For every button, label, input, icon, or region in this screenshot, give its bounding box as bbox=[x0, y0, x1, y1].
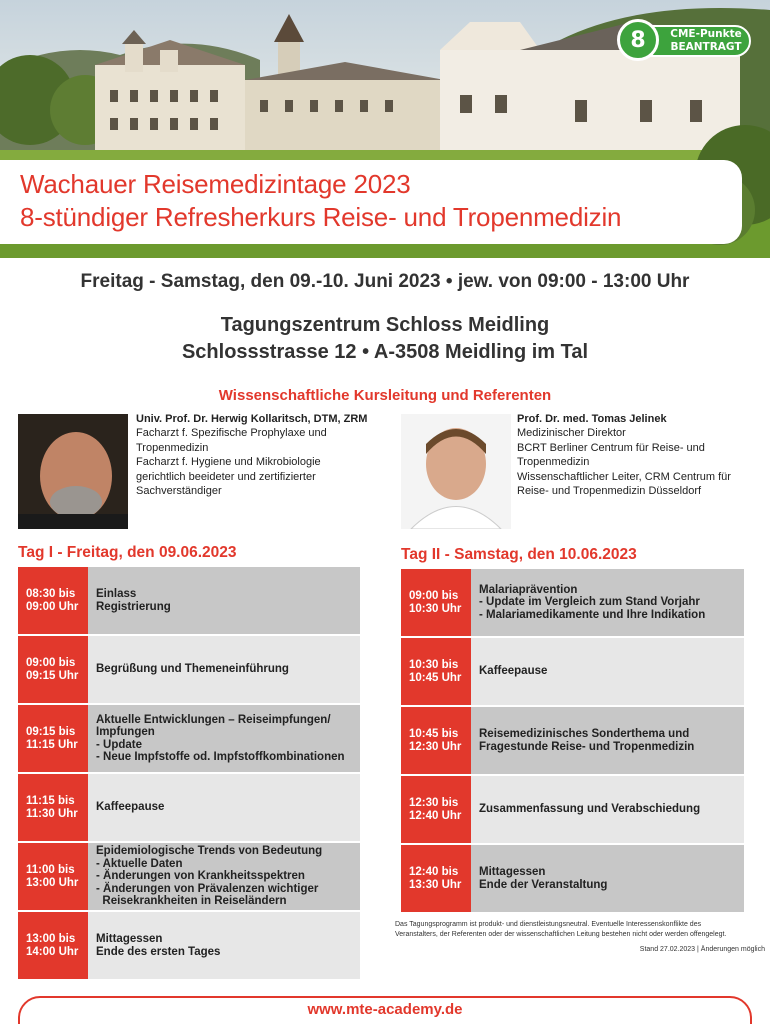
time-start: 09:00 bis bbox=[26, 656, 76, 669]
day2-title: Tag II - Samstag, den 10.06.2023 bbox=[401, 546, 637, 563]
day2-schedule bbox=[401, 569, 744, 912]
topic-line: Aktuelle Entwicklungen – Reiseimpfungen/ bbox=[96, 713, 331, 726]
topic-line: - Update bbox=[96, 738, 142, 751]
topic-line: Einlass bbox=[96, 588, 137, 600]
topic-line: Ende des ersten Tages bbox=[96, 945, 221, 958]
title-box bbox=[0, 160, 742, 244]
time-end: 09:15 Uhr bbox=[26, 669, 79, 682]
time-end: 09:00 Uhr bbox=[26, 600, 79, 613]
table-row bbox=[18, 705, 360, 772]
time-cell bbox=[18, 912, 88, 979]
time-cell bbox=[401, 707, 471, 774]
topic-line: - Update im Vergleich zum Stand Vorjahr bbox=[479, 596, 700, 609]
topic-cell bbox=[471, 707, 744, 774]
cme-points: 8 bbox=[617, 19, 659, 61]
time-end: 14:00 Uhr bbox=[26, 945, 79, 958]
topic-line: - Aktuelle Daten bbox=[96, 857, 183, 870]
topic-line: - Änderungen von Krankheitsspektren bbox=[96, 870, 305, 883]
topic-line: Impfungen bbox=[96, 726, 155, 738]
speaker-2-line: Tropenmedizin bbox=[517, 456, 590, 469]
cme-line-1: CME-Punkte bbox=[670, 28, 742, 40]
title-line-2: 8-stündiger Refresherkurs Reise- und Tropenmedizin bbox=[20, 202, 622, 232]
footer-url-link[interactable]: www.mte-academy.de bbox=[307, 1001, 463, 1018]
speaker-1-line: Tropenmedizin bbox=[136, 441, 209, 454]
topic-line: - Änderungen von Prävalenzen wichtiger bbox=[96, 882, 319, 895]
time-start: 09:15 bis bbox=[26, 725, 76, 738]
time-start: 09:00 bis bbox=[409, 589, 459, 602]
speaker-1-line: Sachverständiger bbox=[136, 485, 222, 498]
footer bbox=[18, 996, 752, 1024]
topic-line: Registrierung bbox=[96, 600, 171, 613]
speaker-name-1: Univ. Prof. Dr. Herwig Kollaritsch, DTM, ZRM bbox=[136, 413, 368, 425]
table-row bbox=[401, 638, 744, 705]
topic-cell bbox=[88, 636, 360, 703]
topic-cell bbox=[471, 776, 744, 843]
cme-label bbox=[663, 28, 749, 54]
time-start: 10:30 bis bbox=[409, 658, 459, 671]
topic-line: Ende der Veranstaltung bbox=[479, 878, 608, 891]
topic-line: Reisekrankheiten in Reiseländern bbox=[96, 895, 287, 908]
time-end: 11:15 Uhr bbox=[26, 738, 78, 751]
table-row bbox=[18, 774, 360, 841]
topic-line: - Neue Impfstoffe od. Impfstoffkombinationen bbox=[96, 751, 345, 763]
table-row bbox=[18, 843, 360, 910]
cme-line-2: BEANTRAGT bbox=[670, 41, 742, 53]
time-end: 10:30 Uhr bbox=[409, 602, 462, 615]
cme-badge bbox=[617, 19, 753, 61]
time-cell bbox=[18, 636, 88, 703]
table-row bbox=[401, 707, 744, 774]
stand-note: Stand 27.02.2023 | Änderungen möglich bbox=[639, 946, 765, 953]
table-row bbox=[18, 912, 360, 979]
table-row bbox=[401, 845, 744, 912]
topic-line: Epidemiologische Trends von Bedeutung bbox=[96, 845, 323, 858]
lead-heading: Wissenschaftliche Kursleitung und Referenten bbox=[218, 387, 552, 404]
venue-name: Tagungszentrum Schloss Meidling bbox=[220, 314, 550, 336]
topic-line: - Malariamedikamente und Ihre Indikation bbox=[479, 608, 706, 621]
speaker-1-line: gerichtlich beeideter und zertifizierter bbox=[136, 470, 316, 483]
speaker-bio-2 bbox=[517, 412, 767, 498]
time-cell bbox=[18, 567, 88, 634]
topic-cell bbox=[471, 638, 744, 705]
day1-title: Tag I - Freitag, den 09.06.2023 bbox=[18, 544, 237, 561]
time-cell bbox=[18, 774, 88, 841]
time-end: 12:40 Uhr bbox=[409, 809, 462, 822]
topic-line: Kaffeepause bbox=[96, 801, 165, 814]
topic-line: Malariaprävention bbox=[479, 583, 578, 596]
time-cell bbox=[18, 843, 88, 910]
time-cell bbox=[18, 705, 88, 772]
time-start: 08:30 bis bbox=[26, 587, 76, 600]
venue-address: Schlossstrasse 12 • A-3508 Meidling im Tal bbox=[181, 341, 589, 363]
time-start: 11:00 bis bbox=[26, 863, 75, 876]
topic-cell bbox=[88, 705, 360, 772]
date-line: Freitag - Samstag, den 09.-10. Juni 2023 • jew. von 09:00 - 13:00 Uhr bbox=[80, 271, 690, 292]
topic-cell bbox=[88, 567, 360, 634]
speaker-2-line: Wissenschaftlicher Leiter, CRM Centrum für bbox=[517, 470, 731, 483]
time-cell bbox=[401, 569, 471, 636]
topic-line: Mittagessen bbox=[479, 866, 546, 878]
speaker-2-line: Medizinischer Direktor bbox=[517, 427, 626, 440]
time-end: 12:30 Uhr bbox=[409, 740, 462, 753]
speaker-2-line: BCRT Berliner Centrum für Reise- und bbox=[517, 441, 705, 454]
topic-line: Reisemedizinisches Sonderthema und bbox=[479, 728, 690, 740]
time-start: 13:00 bis bbox=[26, 932, 76, 945]
table-row bbox=[18, 567, 360, 634]
time-start: 11:15 bis bbox=[26, 794, 75, 807]
topic-line: Zusammenfassung und Verabschiedung bbox=[479, 803, 701, 816]
speaker-1-line: Facharzt f. Hygiene und Mikrobiologie bbox=[136, 456, 321, 469]
time-start: 12:30 bis bbox=[409, 796, 459, 809]
topic-cell bbox=[88, 774, 360, 841]
table-row bbox=[401, 776, 744, 843]
speaker-photo-2 bbox=[401, 414, 511, 529]
venue bbox=[0, 312, 770, 366]
topic-cell bbox=[88, 843, 360, 910]
speaker-1-line: Facharzt f. Spezifische Prophylaxe und bbox=[136, 427, 327, 440]
speaker-bio-1 bbox=[136, 412, 386, 498]
time-end: 10:45 Uhr bbox=[409, 671, 462, 684]
topic-line: Fragestunde Reise- und Tropenmedizin bbox=[479, 740, 695, 753]
table-row bbox=[18, 636, 360, 703]
topic-cell bbox=[88, 912, 360, 979]
topic-cell bbox=[471, 569, 744, 636]
disclaimer-note: Das Tagungsprogramm ist produkt- und dienstleistungsneutral. Eventuelle Interessenskonflikte des Veranstalters, der Referenten oder der wissenschaftlichen Leitung bestehen nicht oder werden offengelegt. bbox=[395, 921, 727, 938]
time-end: 11:30 Uhr bbox=[26, 807, 78, 820]
topic-line: Kaffeepause bbox=[479, 665, 548, 678]
time-cell bbox=[401, 845, 471, 912]
topic-line: Mittagessen bbox=[96, 933, 163, 945]
speaker-photo-1 bbox=[18, 414, 128, 529]
topic-line: Begrüßung und Themeneinführung bbox=[96, 663, 289, 676]
topic-cell bbox=[471, 845, 744, 912]
title-line-1: Wachauer Reisemedizintage 2023 bbox=[20, 169, 411, 199]
time-cell bbox=[401, 638, 471, 705]
speaker-name-2: Prof. Dr. med. Tomas Jelinek bbox=[517, 413, 667, 425]
time-end: 13:00 Uhr bbox=[26, 876, 79, 889]
table-row bbox=[401, 569, 744, 636]
speaker-2-line: Reise- und Tropenmedizin Düsseldorf bbox=[517, 485, 702, 498]
day1-schedule bbox=[18, 567, 360, 979]
time-cell bbox=[401, 776, 471, 843]
time-start: 12:40 bis bbox=[409, 865, 459, 878]
header-photo bbox=[0, 0, 770, 258]
time-start: 10:45 bis bbox=[409, 727, 459, 740]
time-end: 13:30 Uhr bbox=[409, 878, 462, 891]
